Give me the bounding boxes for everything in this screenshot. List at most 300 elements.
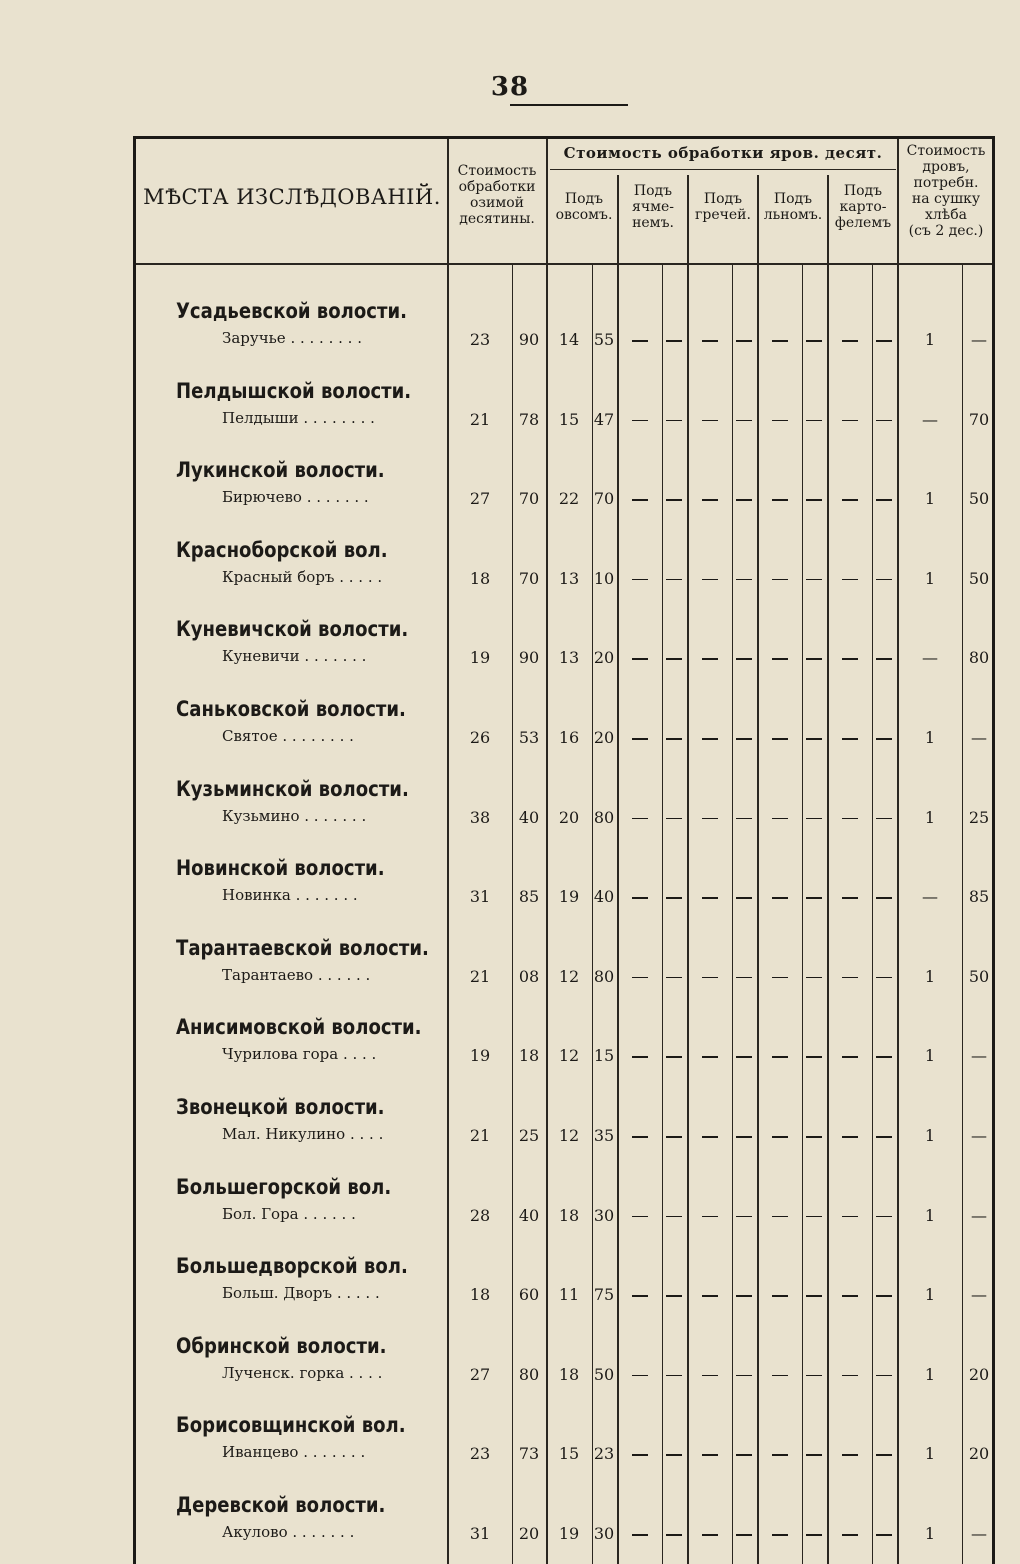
place-name: Новинка . . . . . . . bbox=[222, 886, 358, 905]
empty-dash bbox=[772, 818, 788, 820]
oats-cost-kopecks: 20 bbox=[593, 728, 615, 747]
empty-dash bbox=[632, 658, 648, 660]
empty-dash bbox=[842, 1056, 858, 1058]
empty-dash bbox=[666, 420, 682, 422]
firewood-cost-kopecks: 50 bbox=[968, 489, 990, 509]
winter-cost-kopecks: 80 bbox=[518, 1364, 540, 1384]
volost-name: Куневичской волости. bbox=[176, 617, 409, 642]
winter-cost-rubles: 23 bbox=[469, 330, 491, 349]
header-winter-cost-line: Стоимость bbox=[457, 163, 537, 179]
empty-dash bbox=[736, 420, 752, 422]
empty-dash bbox=[772, 977, 788, 979]
firewood-cost-kopecks: — bbox=[971, 1205, 987, 1225]
empty-dash bbox=[666, 897, 682, 899]
header-barley-line: Подъ bbox=[633, 183, 673, 199]
empty-dash bbox=[772, 340, 788, 342]
empty-dash bbox=[772, 1136, 788, 1138]
empty-dash bbox=[736, 977, 752, 979]
column-rule bbox=[802, 263, 803, 1564]
winter-cost-kopecks: 90 bbox=[518, 648, 540, 668]
table-row bbox=[136, 617, 448, 677]
empty-dash bbox=[806, 818, 822, 820]
table-row bbox=[136, 777, 448, 837]
oats-cost-rubles: 13 bbox=[558, 568, 580, 588]
oats-cost-kopecks: 70 bbox=[593, 489, 615, 509]
volost-name: Звонецкой волости. bbox=[176, 1095, 385, 1119]
header-winter-cost-line: десятины. bbox=[459, 211, 535, 228]
empty-dash bbox=[736, 1375, 752, 1377]
firewood-cost-rubles: 1 bbox=[924, 1364, 936, 1384]
empty-dash bbox=[736, 658, 752, 660]
empty-dash bbox=[666, 579, 682, 581]
winter-cost-kopecks: 20 bbox=[518, 1524, 540, 1543]
empty-dash bbox=[842, 1375, 858, 1377]
firewood-cost-rubles: 1 bbox=[924, 489, 936, 509]
page-number: 38 bbox=[490, 72, 530, 102]
empty-dash bbox=[772, 499, 788, 501]
volost-name: Красноборской вол. bbox=[176, 537, 388, 562]
empty-dash bbox=[842, 1216, 858, 1218]
empty-dash bbox=[736, 1534, 752, 1536]
firewood-cost-kopecks: — bbox=[971, 1285, 987, 1305]
cost-table bbox=[133, 136, 995, 1564]
oats-cost-rubles: 12 bbox=[558, 1126, 580, 1145]
table-row bbox=[136, 1413, 448, 1473]
empty-dash bbox=[876, 1056, 892, 1058]
header-firewood-line: на сушку bbox=[911, 191, 981, 208]
empty-dash bbox=[876, 1295, 892, 1297]
empty-dash bbox=[806, 1295, 822, 1297]
empty-dash bbox=[876, 897, 892, 899]
winter-cost-rubles: 23 bbox=[469, 1444, 491, 1464]
empty-dash bbox=[842, 738, 858, 740]
volost-name: Обринской волости. bbox=[176, 1333, 387, 1358]
table-row bbox=[136, 936, 448, 996]
header-winter-cost bbox=[448, 163, 546, 227]
empty-dash bbox=[736, 340, 752, 342]
volost-name: Деревской волости. bbox=[176, 1493, 386, 1517]
header-spring-group: Стоимость обработки яров. десят. bbox=[563, 144, 883, 162]
empty-dash bbox=[702, 579, 718, 581]
oats-cost-kopecks: 10 bbox=[593, 568, 615, 588]
empty-dash bbox=[876, 579, 892, 581]
empty-dash bbox=[772, 420, 788, 422]
firewood-cost-rubles: 1 bbox=[924, 1524, 936, 1543]
header-places: МѢСТА ИЗСЛѢДОВАНІЙ. bbox=[143, 185, 441, 209]
empty-dash bbox=[632, 977, 648, 979]
table-row bbox=[136, 1334, 448, 1394]
place-name: Иванцево . . . . . . . bbox=[222, 1443, 366, 1462]
table-row bbox=[136, 697, 448, 757]
empty-dash bbox=[806, 340, 822, 342]
empty-dash bbox=[666, 1454, 682, 1456]
winter-cost-kopecks: 08 bbox=[518, 966, 540, 986]
empty-dash bbox=[666, 1056, 682, 1058]
place-name: Лученск. горка . . . . bbox=[222, 1363, 383, 1382]
empty-dash bbox=[806, 1454, 822, 1456]
empty-dash bbox=[736, 579, 752, 581]
empty-dash bbox=[702, 1375, 718, 1377]
oats-cost-rubles: 13 bbox=[558, 648, 580, 668]
empty-dash bbox=[666, 1534, 682, 1536]
column-rule bbox=[827, 175, 829, 1564]
firewood-cost-kopecks: 20 bbox=[968, 1444, 990, 1464]
oats-cost-rubles: 16 bbox=[558, 728, 580, 747]
empty-dash bbox=[842, 897, 858, 899]
empty-dash bbox=[842, 340, 858, 342]
header-potato-line: фелемъ bbox=[834, 215, 892, 232]
empty-dash bbox=[632, 818, 648, 820]
empty-dash bbox=[632, 1454, 648, 1456]
header-oats-line: овсомъ. bbox=[555, 207, 613, 224]
empty-dash bbox=[806, 738, 822, 740]
empty-dash bbox=[876, 499, 892, 501]
firewood-cost-rubles: 1 bbox=[924, 330, 936, 349]
place-name: Тарантаево . . . . . . bbox=[222, 965, 371, 984]
empty-dash bbox=[806, 897, 822, 899]
place-name: Бирючево . . . . . . . bbox=[222, 488, 369, 507]
empty-dash bbox=[666, 1295, 682, 1297]
oats-cost-kopecks: 75 bbox=[593, 1285, 615, 1305]
empty-dash bbox=[702, 738, 718, 740]
winter-cost-kopecks: 85 bbox=[518, 887, 540, 907]
header-firewood-line: хлѣба bbox=[924, 207, 967, 224]
place-name: Мал. Никулино . . . . bbox=[222, 1125, 384, 1143]
empty-dash bbox=[806, 1534, 822, 1536]
firewood-cost-rubles: 1 bbox=[924, 1285, 936, 1305]
header-barley bbox=[618, 183, 688, 231]
oats-cost-kopecks: 30 bbox=[593, 1524, 615, 1543]
oats-cost-rubles: 15 bbox=[558, 409, 580, 429]
empty-dash bbox=[632, 738, 648, 740]
header-barley-line: немъ. bbox=[632, 215, 674, 232]
empty-dash bbox=[842, 1534, 858, 1536]
empty-dash bbox=[806, 579, 822, 581]
table-row bbox=[136, 379, 448, 439]
empty-dash bbox=[806, 1216, 822, 1218]
column-rule bbox=[872, 263, 873, 1564]
oats-cost-kopecks: 23 bbox=[593, 1444, 615, 1464]
empty-dash bbox=[842, 1136, 858, 1138]
place-name: Акулово . . . . . . . bbox=[222, 1523, 355, 1541]
header-buckwheat-line: гречей. bbox=[695, 207, 751, 224]
empty-dash bbox=[702, 499, 718, 501]
empty-dash bbox=[632, 1295, 648, 1297]
empty-dash bbox=[806, 1375, 822, 1377]
empty-dash bbox=[876, 1216, 892, 1218]
firewood-cost-kopecks: — bbox=[971, 330, 987, 349]
oats-cost-rubles: 12 bbox=[558, 966, 580, 986]
empty-dash bbox=[702, 977, 718, 979]
oats-cost-kopecks: 30 bbox=[593, 1205, 615, 1225]
empty-dash bbox=[876, 818, 892, 820]
winter-cost-kopecks: 90 bbox=[518, 330, 540, 349]
place-name: Куневичи . . . . . . . bbox=[222, 647, 367, 666]
table-row bbox=[136, 458, 448, 518]
winter-cost-rubles: 21 bbox=[469, 966, 491, 986]
column-rule bbox=[662, 263, 663, 1564]
header-firewood-line: Стоимость bbox=[906, 143, 986, 159]
firewood-cost-kopecks: 25 bbox=[968, 807, 990, 827]
empty-dash bbox=[666, 499, 682, 501]
empty-dash bbox=[736, 738, 752, 740]
empty-dash bbox=[702, 658, 718, 660]
empty-dash bbox=[702, 420, 718, 422]
empty-dash bbox=[772, 1375, 788, 1377]
firewood-cost-rubles: 1 bbox=[924, 1444, 936, 1464]
column-rule bbox=[757, 175, 759, 1564]
empty-dash bbox=[772, 897, 788, 899]
oats-cost-rubles: 11 bbox=[558, 1285, 580, 1305]
volost-name: Лукинской волости. bbox=[176, 458, 385, 483]
winter-cost-rubles: 19 bbox=[469, 1046, 491, 1066]
empty-dash bbox=[666, 977, 682, 979]
volost-name: Саньковской волости. bbox=[176, 697, 406, 721]
firewood-cost-rubles: 1 bbox=[924, 1126, 936, 1145]
empty-dash bbox=[702, 1295, 718, 1297]
empty-dash bbox=[842, 818, 858, 820]
empty-dash bbox=[806, 1136, 822, 1138]
table-row bbox=[136, 1095, 448, 1155]
empty-dash bbox=[666, 738, 682, 740]
volost-name: Тарантаевской волости. bbox=[176, 935, 429, 960]
table-row bbox=[136, 299, 448, 359]
header-winter-cost-line: озимой bbox=[469, 195, 525, 212]
empty-dash bbox=[876, 738, 892, 740]
table-row bbox=[136, 856, 448, 916]
empty-dash bbox=[666, 818, 682, 820]
table-row bbox=[136, 1175, 448, 1235]
empty-dash bbox=[806, 499, 822, 501]
volost-name: Новинской волости. bbox=[176, 856, 385, 881]
empty-dash bbox=[632, 1375, 648, 1377]
place-name: Заручье . . . . . . . . bbox=[222, 329, 362, 347]
firewood-cost-kopecks: — bbox=[971, 1046, 987, 1066]
empty-dash bbox=[772, 1534, 788, 1536]
table-row bbox=[136, 538, 448, 598]
winter-cost-rubles: 28 bbox=[469, 1205, 491, 1225]
empty-dash bbox=[666, 658, 682, 660]
header-firewood-line: (съ 2 дес.) bbox=[908, 223, 984, 240]
column-rule bbox=[617, 175, 619, 1564]
empty-dash bbox=[842, 1295, 858, 1297]
winter-cost-kopecks: 40 bbox=[518, 807, 540, 827]
winter-cost-rubles: 27 bbox=[469, 489, 491, 509]
winter-cost-rubles: 26 bbox=[469, 728, 491, 747]
empty-dash bbox=[666, 1136, 682, 1138]
empty-dash bbox=[632, 340, 648, 342]
empty-dash bbox=[736, 1056, 752, 1058]
header-firewood-line: потребн. bbox=[913, 175, 979, 192]
header-firewood-cost bbox=[898, 143, 994, 240]
volost-name: Усадьевской волости. bbox=[176, 299, 407, 323]
empty-dash bbox=[666, 1216, 682, 1218]
table-row bbox=[136, 1493, 448, 1553]
empty-dash bbox=[702, 1534, 718, 1536]
oats-cost-rubles: 19 bbox=[558, 1524, 580, 1543]
winter-cost-rubles: 18 bbox=[469, 568, 491, 588]
winter-cost-kopecks: 73 bbox=[518, 1444, 540, 1464]
empty-dash bbox=[632, 1534, 648, 1536]
column-rule bbox=[687, 175, 689, 1564]
empty-dash bbox=[736, 499, 752, 501]
oats-cost-kopecks: 55 bbox=[593, 330, 615, 349]
place-name: Кузьмино . . . . . . . bbox=[222, 806, 367, 825]
empty-dash bbox=[772, 1295, 788, 1297]
oats-cost-rubles: 20 bbox=[558, 807, 580, 827]
header-potato bbox=[828, 183, 898, 231]
empty-dash bbox=[842, 658, 858, 660]
place-name: Святое . . . . . . . . bbox=[222, 727, 354, 745]
volost-name: Пелдышской волости. bbox=[176, 378, 412, 403]
header-flax bbox=[758, 191, 828, 223]
empty-dash bbox=[772, 1454, 788, 1456]
firewood-cost-kopecks: 70 bbox=[968, 409, 990, 429]
firewood-cost-kopecks: — bbox=[971, 728, 987, 747]
header-winter-cost-line: обработки bbox=[458, 179, 536, 196]
empty-dash bbox=[876, 1534, 892, 1536]
oats-cost-kopecks: 47 bbox=[593, 409, 615, 429]
empty-dash bbox=[842, 420, 858, 422]
empty-dash bbox=[806, 420, 822, 422]
winter-cost-rubles: 18 bbox=[469, 1285, 491, 1305]
empty-dash bbox=[632, 499, 648, 501]
oats-cost-rubles: 19 bbox=[558, 887, 580, 907]
empty-dash bbox=[632, 420, 648, 422]
oats-cost-rubles: 22 bbox=[558, 489, 580, 509]
column-rule bbox=[897, 139, 899, 1564]
oats-cost-rubles: 18 bbox=[558, 1205, 580, 1225]
empty-dash bbox=[876, 1375, 892, 1377]
winter-cost-rubles: 21 bbox=[469, 1126, 491, 1145]
header-firewood-line: дровъ, bbox=[922, 159, 970, 176]
empty-dash bbox=[632, 1216, 648, 1218]
empty-dash bbox=[736, 818, 752, 820]
oats-cost-kopecks: 50 bbox=[593, 1364, 615, 1384]
winter-cost-kopecks: 78 bbox=[518, 409, 540, 429]
empty-dash bbox=[702, 1216, 718, 1218]
header-flax-line: льномъ. bbox=[763, 207, 823, 224]
empty-dash bbox=[806, 977, 822, 979]
winter-cost-kopecks: 25 bbox=[518, 1126, 540, 1145]
oats-cost-kopecks: 80 bbox=[593, 966, 615, 986]
firewood-cost-rubles: 1 bbox=[924, 728, 936, 747]
winter-cost-kopecks: 53 bbox=[518, 728, 540, 747]
empty-dash bbox=[876, 658, 892, 660]
empty-dash bbox=[736, 1216, 752, 1218]
winter-cost-kopecks: 70 bbox=[518, 568, 540, 588]
firewood-cost-kopecks: 80 bbox=[968, 648, 990, 668]
volost-name: Большедворской вол. bbox=[176, 1254, 408, 1279]
volost-name: Кузьминской волости. bbox=[176, 776, 409, 801]
empty-dash bbox=[772, 579, 788, 581]
winter-cost-rubles: 27 bbox=[469, 1364, 491, 1384]
header-buckwheat-line: Подъ bbox=[703, 191, 743, 207]
oats-cost-rubles: 15 bbox=[558, 1444, 580, 1464]
header-barley-line: ячме- bbox=[632, 199, 674, 216]
empty-dash bbox=[736, 1136, 752, 1138]
volost-name: Анисимовской волости. bbox=[176, 1015, 422, 1040]
spring-group-rule bbox=[550, 169, 896, 170]
volost-name: Борисовщинской вол. bbox=[176, 1413, 406, 1438]
empty-dash bbox=[772, 738, 788, 740]
empty-dash bbox=[702, 818, 718, 820]
empty-dash bbox=[772, 658, 788, 660]
empty-dash bbox=[632, 897, 648, 899]
empty-dash bbox=[842, 977, 858, 979]
place-name: Больш. Дворъ . . . . . bbox=[222, 1284, 380, 1303]
firewood-cost-kopecks: — bbox=[971, 1524, 987, 1543]
place-name: Бол. Гора . . . . . . bbox=[222, 1204, 356, 1223]
oats-cost-kopecks: 40 bbox=[593, 887, 615, 907]
empty-dash bbox=[666, 340, 682, 342]
table-row bbox=[136, 1254, 448, 1314]
oats-cost-kopecks: 20 bbox=[593, 648, 615, 668]
oats-cost-kopecks: 15 bbox=[593, 1046, 615, 1066]
header-bottom-rule bbox=[136, 263, 992, 265]
winter-cost-rubles: 31 bbox=[469, 1524, 491, 1543]
empty-dash bbox=[632, 1056, 648, 1058]
header-potato-line: карто- bbox=[839, 199, 887, 216]
empty-dash bbox=[876, 340, 892, 342]
column-rule bbox=[732, 263, 733, 1564]
empty-dash bbox=[876, 977, 892, 979]
empty-dash bbox=[666, 1375, 682, 1377]
winter-cost-kopecks: 40 bbox=[518, 1205, 540, 1225]
empty-dash bbox=[876, 1136, 892, 1138]
oats-cost-kopecks: 35 bbox=[593, 1126, 615, 1145]
firewood-cost-rubles: 1 bbox=[924, 1046, 936, 1066]
column-rule bbox=[546, 139, 548, 1564]
empty-dash bbox=[702, 1454, 718, 1456]
empty-dash bbox=[806, 1056, 822, 1058]
empty-dash bbox=[736, 897, 752, 899]
header-buckwheat bbox=[688, 191, 758, 223]
empty-dash bbox=[876, 420, 892, 422]
firewood-cost-rubles: 1 bbox=[924, 807, 936, 827]
firewood-cost-rubles: — bbox=[922, 648, 938, 668]
header-potato-line: Подъ bbox=[843, 183, 883, 199]
firewood-cost-kopecks: 50 bbox=[968, 966, 990, 986]
empty-dash bbox=[702, 897, 718, 899]
winter-cost-rubles: 31 bbox=[469, 887, 491, 907]
winter-cost-kopecks: 70 bbox=[518, 489, 540, 509]
firewood-cost-kopecks: — bbox=[971, 1126, 987, 1145]
oats-cost-rubles: 18 bbox=[558, 1364, 580, 1384]
firewood-cost-rubles: 1 bbox=[924, 1205, 936, 1225]
empty-dash bbox=[702, 1056, 718, 1058]
firewood-cost-kopecks: 50 bbox=[968, 568, 990, 588]
oats-cost-rubles: 14 bbox=[558, 330, 580, 349]
winter-cost-rubles: 21 bbox=[469, 409, 491, 429]
table-row bbox=[136, 1015, 448, 1075]
winter-cost-kopecks: 60 bbox=[518, 1285, 540, 1305]
winter-cost-rubles: 38 bbox=[469, 807, 491, 827]
empty-dash bbox=[842, 1454, 858, 1456]
header-flax-line: Подъ bbox=[773, 191, 813, 207]
firewood-cost-rubles: — bbox=[922, 887, 938, 907]
empty-dash bbox=[772, 1216, 788, 1218]
empty-dash bbox=[632, 1136, 648, 1138]
firewood-cost-kopecks: 20 bbox=[968, 1364, 990, 1384]
winter-cost-rubles: 19 bbox=[469, 648, 491, 668]
empty-dash bbox=[772, 1056, 788, 1058]
oats-cost-kopecks: 80 bbox=[593, 807, 615, 827]
empty-dash bbox=[632, 579, 648, 581]
place-name: Пелдыши . . . . . . . . bbox=[222, 408, 375, 427]
empty-dash bbox=[876, 1454, 892, 1456]
empty-dash bbox=[702, 340, 718, 342]
